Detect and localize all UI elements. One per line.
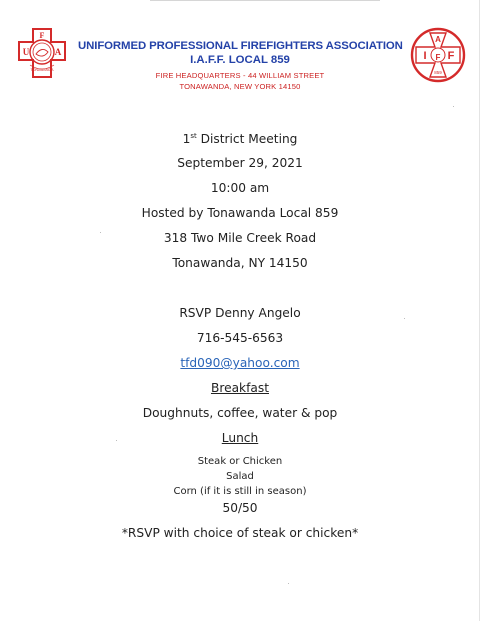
rsvp-phone: 716-545-6563 — [196, 331, 284, 345]
rsvp-name: RSVP Denny Angelo — [179, 306, 301, 320]
meeting-time: 10:00 am — [210, 181, 270, 195]
address-line-2: TONAWANDA, NEW YORK 14150 — [179, 82, 301, 91]
meeting-street: 318 Two Mile Creek Road — [163, 231, 317, 245]
local-number: I.A.F.F. LOCAL 859 — [190, 54, 290, 66]
lunch-item-entree: Steak or Chicken — [197, 456, 283, 467]
rsvp-email-link[interactable]: tfd090@yahoo.com — [180, 356, 300, 370]
rsvp-email-row — [0, 356, 480, 370]
letterhead — [78, 40, 402, 92]
cross-letter-center: F — [435, 53, 441, 62]
meeting-title-number: 1 — [182, 132, 191, 146]
lunch-item-salad: Salad — [226, 471, 254, 482]
breakfast-heading: Breakfast — [210, 381, 269, 395]
lunch-item-corn: Corn (if it is still in season) — [173, 486, 307, 497]
meeting-title — [0, 132, 480, 146]
cross-letter-top: A — [435, 35, 441, 44]
seal-ring-text: TONAWANDA — [30, 68, 54, 72]
union-seal-icon — [12, 25, 72, 85]
seal-letter-right: A — [54, 47, 62, 57]
cross-center-number: 859 — [434, 70, 442, 75]
rsvp-note: *RSVP with choice of steak or chicken* — [121, 526, 359, 540]
lunch-heading: Lunch — [221, 431, 259, 445]
seal-letter-top: F — [39, 31, 45, 40]
meeting-host: Hosted by Tonawanda Local 859 — [141, 206, 339, 220]
fifty-fifty: 50/50 — [222, 501, 258, 515]
scan-top-edge — [150, 0, 380, 1]
meeting-date: September 29, 2021 — [177, 156, 303, 170]
meeting-title-ordinal: st — [190, 131, 197, 140]
seal-letter-left: U — [22, 47, 30, 57]
lunch-heading-row — [0, 431, 480, 445]
breakfast-heading-row — [0, 381, 480, 395]
meeting-city: Tonawanda, NY 14150 — [172, 256, 308, 270]
organization-name: UNIFORMED PROFESSIONAL FIREFIGHTERS ASSOCIATION — [78, 40, 403, 52]
breakfast-items: Doughnuts, coffee, water & pop — [142, 406, 338, 420]
iaff-maltese-cross-icon — [408, 25, 468, 85]
cross-letter-right: F — [447, 50, 455, 62]
cross-letter-left: I — [423, 50, 427, 62]
meeting-title-text: District Meeting — [196, 132, 298, 146]
address-line-1: FIRE HEADQUARTERS - 44 WILLIAM STREET — [155, 71, 325, 80]
